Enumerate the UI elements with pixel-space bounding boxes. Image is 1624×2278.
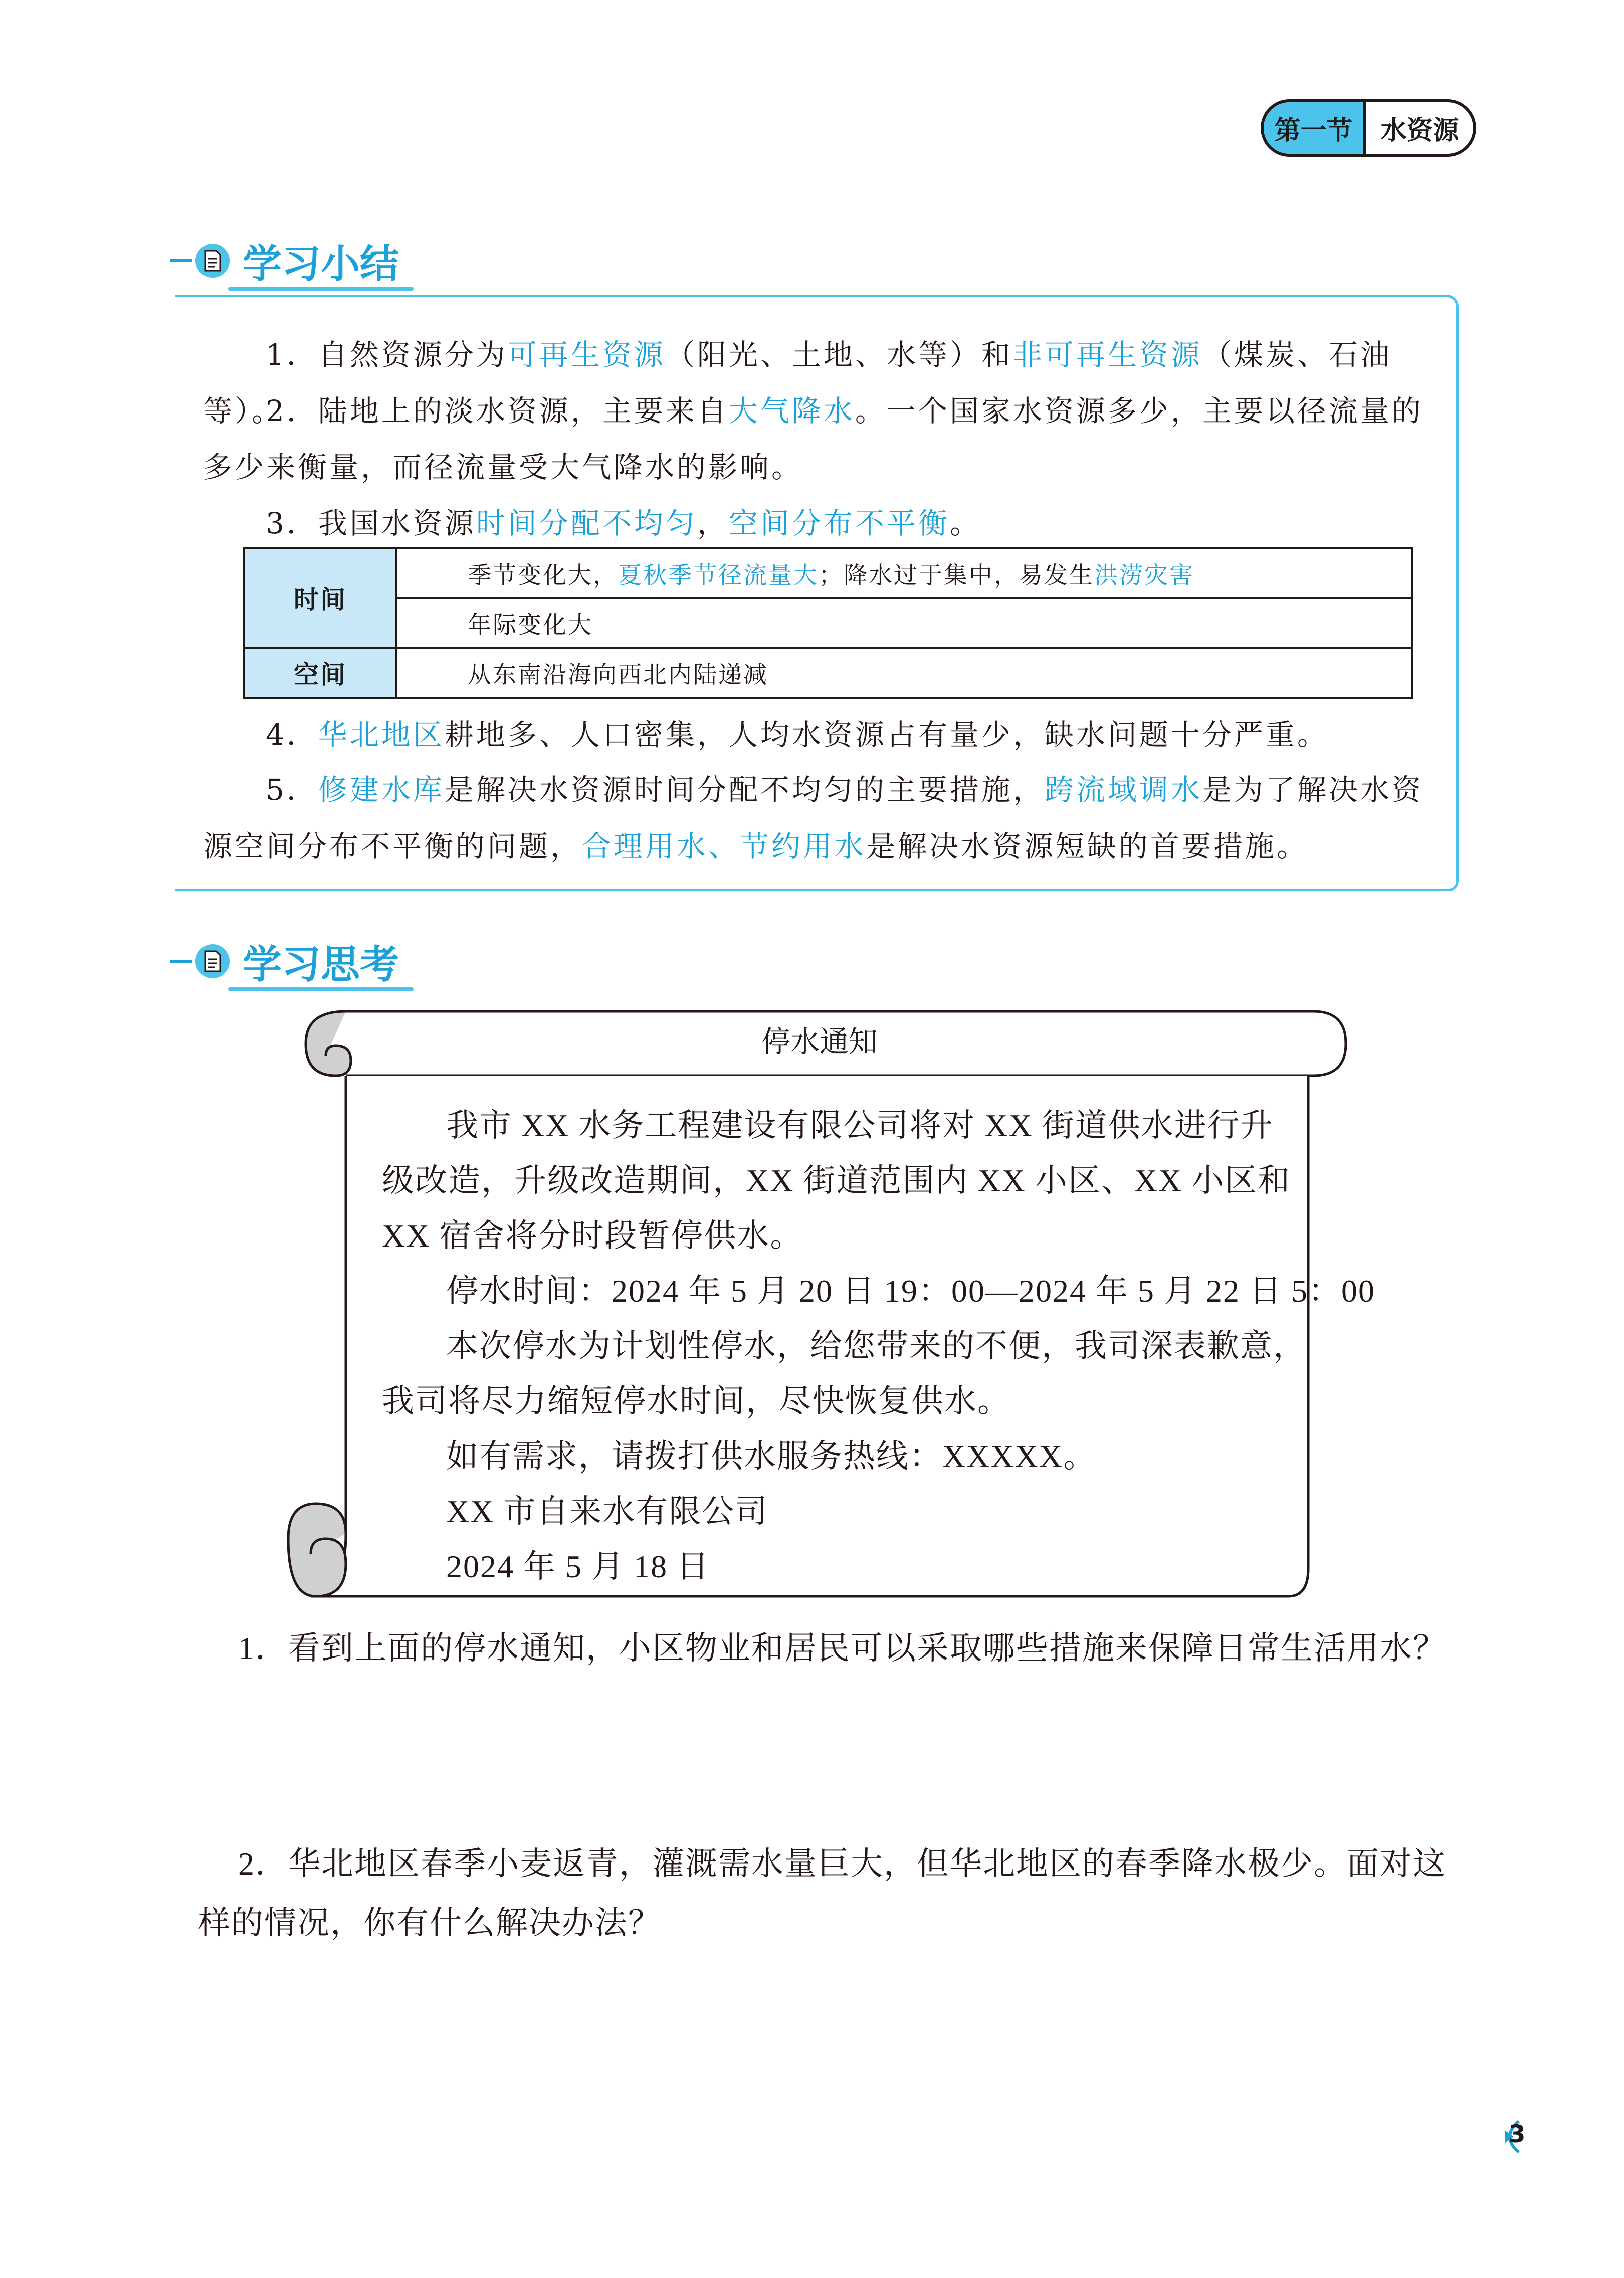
key-term: 时间分配不均匀 [476, 506, 697, 540]
notice-signature: XX 市自来水有限公司 [446, 1494, 768, 1529]
summary-point-5 [203, 762, 1436, 874]
water-distribution-table [243, 547, 1413, 699]
topic-label: 水资源 [1380, 116, 1459, 146]
thinking-heading [170, 931, 399, 991]
text: 是为了解决水资源空间分布不平衡的问题， [203, 773, 1424, 863]
key-term: 可再生资源 [507, 338, 666, 372]
table-cell: 从东南沿海向西北内陆递减 [396, 648, 1412, 698]
key-term: 修建水库 [318, 773, 445, 807]
summary-heading-underline [228, 287, 414, 291]
key-term: 华北地区 [318, 718, 445, 752]
table-row [244, 548, 1412, 598]
key-term: 夏秋季节径流量大 [618, 561, 819, 589]
page-number: 3 [1509, 2120, 1526, 2148]
key-term: 空间分布不平衡 [728, 506, 950, 540]
space-label: 空间 [244, 648, 396, 698]
text: 是解决水资源时间分配不均匀的主要措施， [444, 773, 1045, 807]
thinking-title: 学习思考 [243, 942, 399, 987]
text: 1．自然资源分为 [266, 338, 508, 372]
text: 。一个国家水资源多少，主要以径流量的多少来衡量，而径流量受大气降水的影响。 [203, 394, 1424, 484]
notice-line: 我司将尽力缩短停水时间，尽快恢复供水。 [382, 1383, 1010, 1419]
text: 耕地多、人口密集，人均水资源占有量少，缺水问题十分严重。 [444, 718, 1329, 752]
table-cell [396, 548, 1412, 598]
notice-line: 级改造，升级改造期间，XX 街道范围内 XX 小区、XX 小区和 [382, 1163, 1291, 1198]
text: 是解决水资源短缺的首要措施。 [866, 829, 1309, 863]
summary-point-3 [203, 495, 1436, 551]
key-term: 洪涝灾害 [1094, 561, 1194, 589]
notice-date: 2024 年 5 月 18 日 [446, 1549, 710, 1584]
table-row [244, 598, 1412, 648]
notice-line: 我市 XX 水务工程建设有限公司将对 XX 街道供水进行升 [446, 1108, 1274, 1143]
text: 3．我国水资源 [266, 506, 476, 540]
thinking-heading-underline [228, 987, 414, 991]
key-term: 合理用水、节约用水 [582, 829, 867, 863]
notice-line: XX 宿舍将分时段暂停供水。 [382, 1218, 803, 1254]
question-1: 1．看到上面的停水通知，小区物业和居民可以采取哪些措施来保障日常生活用水？ [238, 1630, 1446, 1666]
table-row [244, 648, 1412, 698]
document-icon [195, 244, 230, 278]
summary-point-2 [203, 383, 1436, 495]
chapter-tag [1261, 99, 1476, 157]
notice-line: 停水时间：2024 年 5 月 20 日 19：00—2024 年 5 月 22 日 5：00 [446, 1273, 1375, 1309]
key-term: 大气降水 [728, 394, 855, 428]
key-term: 跨流域调水 [1044, 773, 1202, 807]
text: 季节变化大， [468, 561, 618, 589]
text: 2．陆地上的淡水资源，主要来自 [266, 394, 729, 428]
text: 4． [266, 718, 318, 752]
text: （煤炭、石油等）。 [203, 338, 1392, 428]
page-number-badge [1499, 2119, 1554, 2154]
text: （阳光、土地、水等）和 [665, 338, 1013, 372]
document-icon [195, 944, 230, 978]
question-2: 2．华北地区春季小麦返青，灌溉需水量巨大，但华北地区的春季降水极少。面对这样的情况，你有什么解决办法？ [198, 1846, 1446, 1941]
summary-point-4 [203, 707, 1436, 763]
key-term: 非可再生资源 [1012, 338, 1202, 372]
notice-line: 如有需求，请拨打供水服务热线：XXXXX。 [446, 1438, 1097, 1474]
heading-dash [170, 259, 192, 262]
summary-heading [170, 231, 399, 291]
summary-title: 学习小结 [243, 242, 399, 287]
heading-dash [170, 960, 192, 963]
notice-line: 本次停水为计划性停水，给您带来的不便，我司深表歉意， [446, 1328, 1306, 1364]
text: 。 [949, 506, 981, 540]
text: 5． [266, 773, 318, 807]
table-cell: 年际变化大 [396, 598, 1412, 648]
time-label: 时间 [244, 548, 396, 648]
text: ， [697, 506, 729, 540]
text: ；降水过于集中，易发生 [819, 561, 1094, 589]
notice-title: 停水通知 [761, 1024, 878, 1059]
section-label: 第一节 [1264, 102, 1366, 154]
